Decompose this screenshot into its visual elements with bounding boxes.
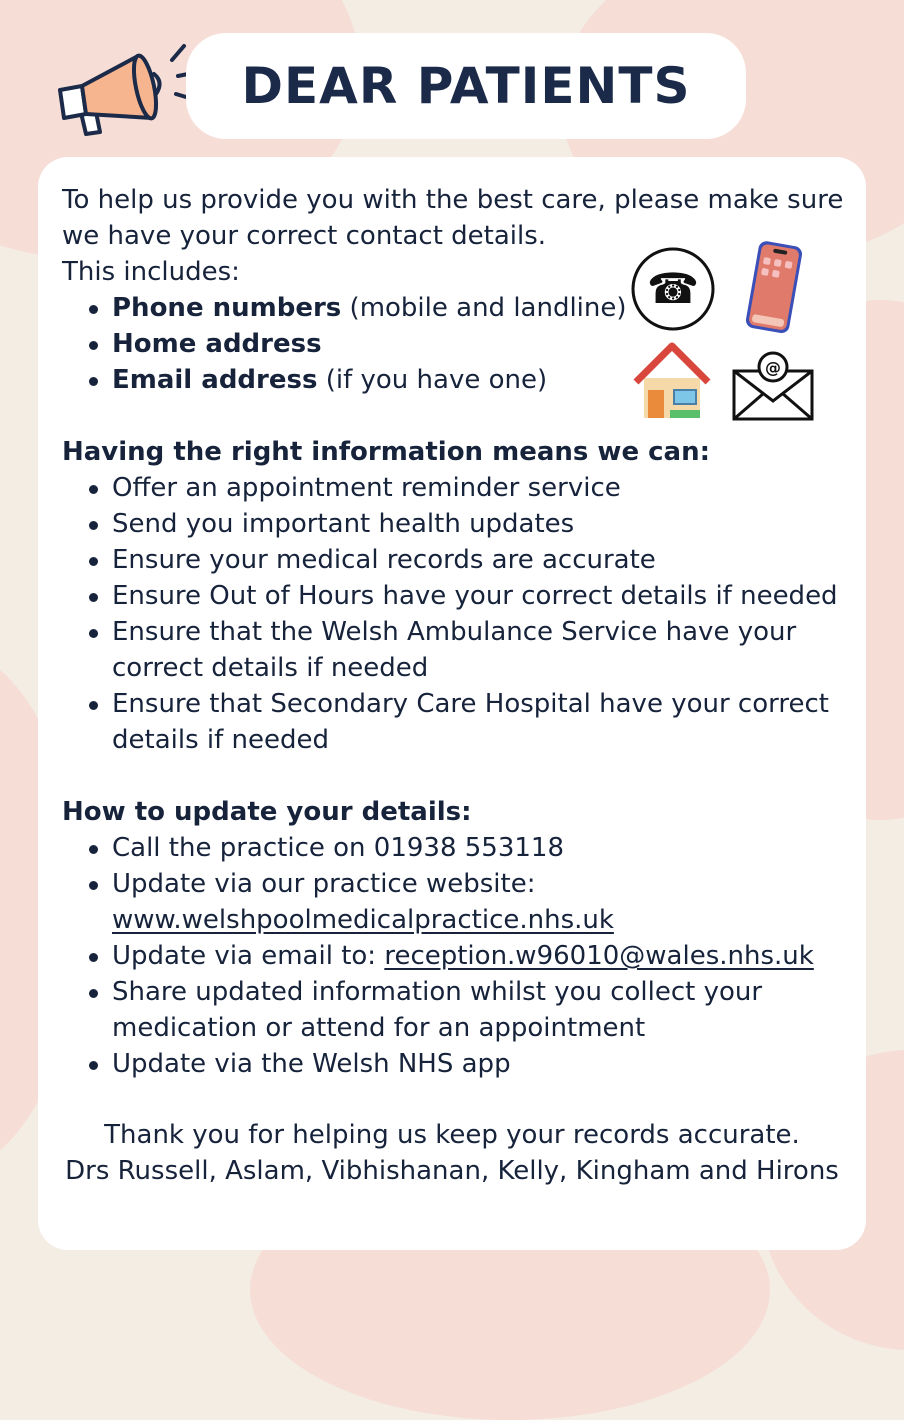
list-item: Ensure that Secondary Care Hospital have your correct details if needed [62, 686, 852, 758]
svg-text:☎: ☎ [646, 264, 700, 313]
benefits-list [62, 470, 852, 758]
includes-label: This includes: [62, 257, 240, 287]
list-item: Phone numbers (mobile and landline) [62, 290, 852, 326]
update-heading: How to update your details: [62, 797, 472, 827]
list-item: Email address (if you have one) [62, 362, 852, 398]
list-item: Ensure Out of Hours have your correct details if needed [62, 578, 852, 614]
closing-note [38, 1117, 866, 1189]
contact-details-list [62, 290, 852, 398]
content-card [38, 157, 866, 1250]
list-item: Ensure your medical records are accurate [62, 542, 852, 578]
page-title: DEAR PATIENTS [241, 57, 691, 115]
list-item: Update via our practice website: www.welshpoolmedicalpractice.nhs.uk [62, 866, 852, 938]
list-item: Call the practice on 01938 553118 [62, 830, 852, 866]
list-item: Update via email to: reception.w96010@wales.nhs.uk [62, 938, 852, 974]
intro-text: To help us provide you with the best care, please make sure we have your correct contact details. [62, 185, 844, 251]
benefits-heading: Having the right information means we can: [62, 437, 710, 467]
thanks-text: Thank you for helping us keep your records accurate. [104, 1120, 800, 1150]
list-item: Share updated information whilst you collect your medication or attend for an appointment [62, 974, 792, 1046]
doctors-names: Drs Russell, Aslam, Vibhishanan, Kelly, Kingham and Hirons [65, 1156, 839, 1186]
update-methods-list [62, 830, 852, 1082]
svg-text:@: @ [765, 358, 781, 377]
list-item: Send you important health updates [62, 506, 852, 542]
list-item: Ensure that the Welsh Ambulance Service have your correct details if needed [62, 614, 812, 686]
title-banner [186, 33, 746, 139]
website-link[interactable]: www.welshpoolmedicalpractice.nhs.uk [112, 905, 614, 935]
list-item: Home address [62, 326, 852, 362]
list-item: Offer an appointment reminder service [62, 470, 852, 506]
email-link[interactable]: reception.w96010@wales.nhs.uk [384, 941, 814, 971]
list-item: Update via the Welsh NHS app [62, 1046, 852, 1082]
